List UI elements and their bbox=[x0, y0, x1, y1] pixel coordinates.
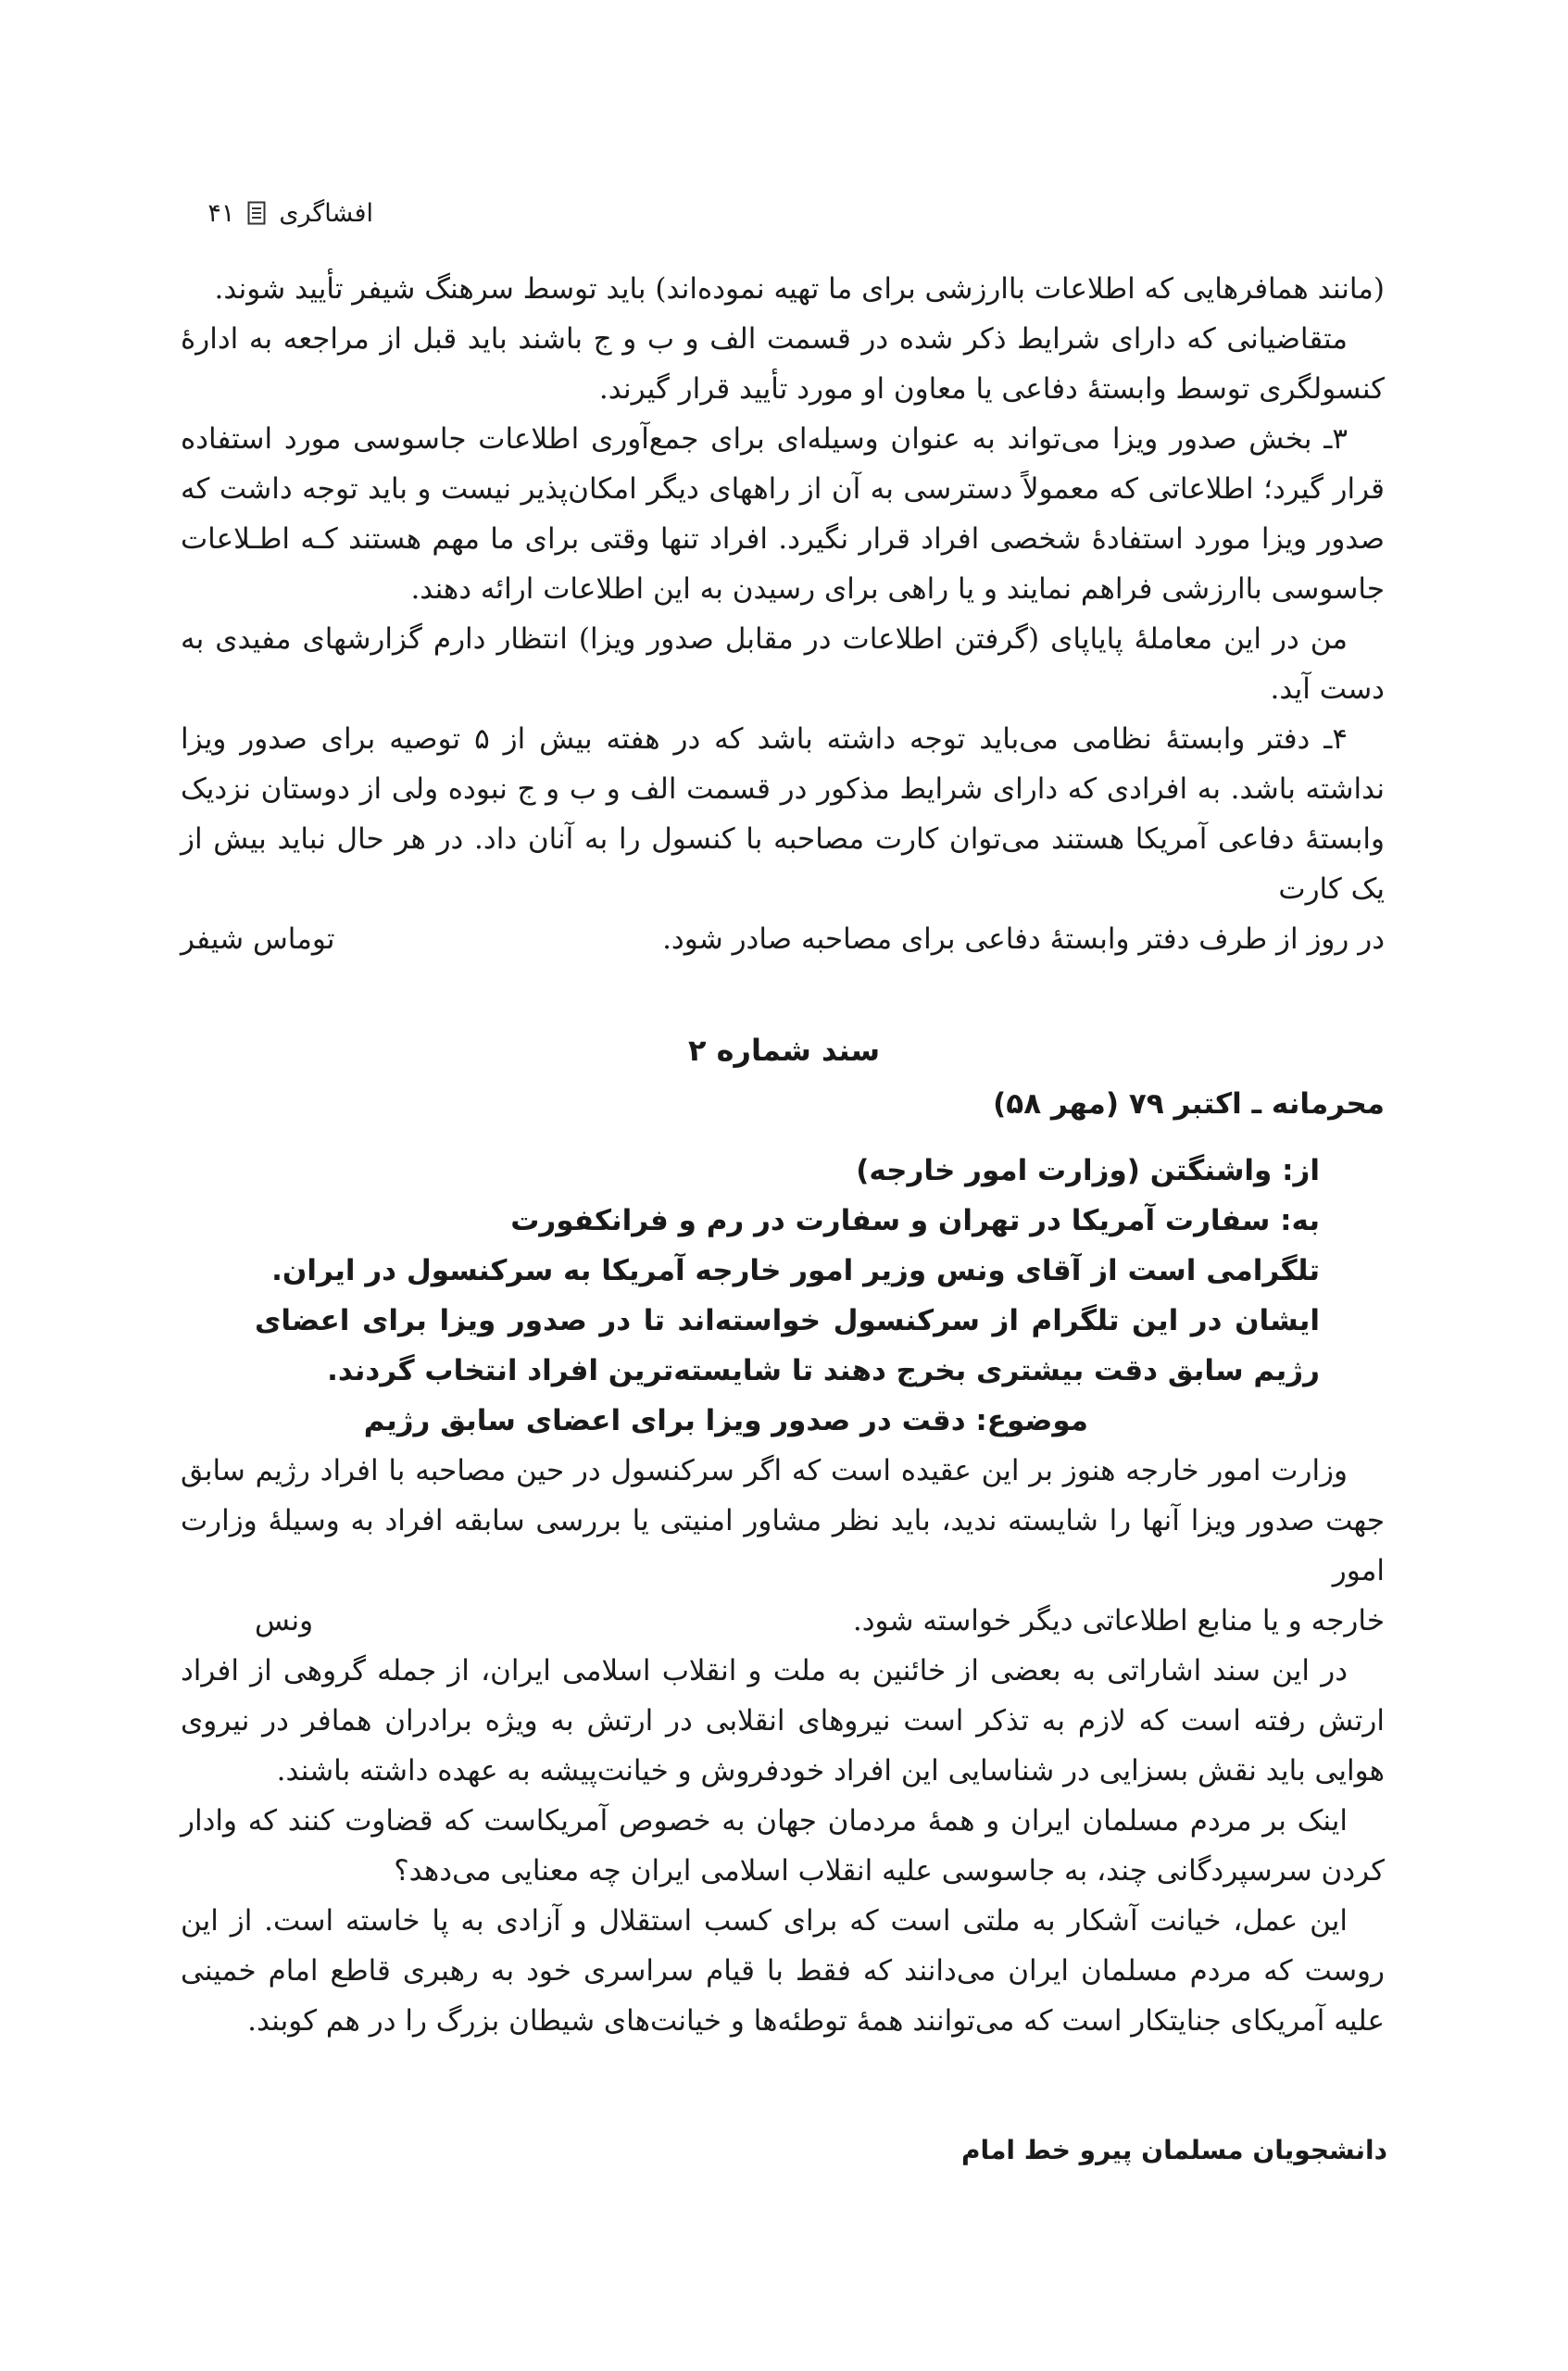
running-header bbox=[132, 190, 373, 236]
paragraph-item-4: ۴ـ دفتر وابستهٔ نظامی می‌باید توجه داشته باشد که در هفته بیش از ۵ توصیه برای صدور ویزا نداشته باشد. به افرادی که دارای شرایط مذکور در قسمت الف و ب و ج نبوده ولی از دوستان نزدیک وابستهٔ دفاعی آمریکا هستند می‌توان کارت مصاحبه با کنسول را به آنان داد. در هر حال نباید بیش از یک کارت bbox=[181, 722, 1385, 906]
from-line: از: واشنگتن (وزارت امور خارجه) bbox=[856, 1154, 1320, 1187]
paragraph-intro: (مانند همافرهایی که اطلاعات باارزشی برای ما تهیه نموده‌اند) باید توسط سرهنگ شیفر تأیید شوند. bbox=[214, 272, 1385, 306]
page-number: ۴۱ bbox=[207, 198, 235, 228]
paragraph-applicants: متقاضیانی که دارای شرایط ذکر شده در قسمت الف و ب و ج باشند باید قبل از مراجعه به ادارهٔ کنسولگری توسط وابستهٔ دفاعی یا معاون او مورد تأیید قرار گیرند. bbox=[181, 322, 1385, 406]
telegram-note-1: تلگرامی است از آقای ونس وزیر امور خارجه آمریکا به سرکنسول در ایران. bbox=[271, 1254, 1320, 1287]
subject-line: موضوع: دقت در صدور ویزا برای اعضای سابق رژیم bbox=[363, 1404, 1088, 1437]
signature-vance: ونس bbox=[255, 1604, 314, 1637]
signature-row-2 bbox=[181, 1596, 1385, 1646]
paragraph-item-4-last-line: در روز از طرف دفتر وابستهٔ دفاعی برای مصاحبه صادر شود. bbox=[662, 922, 1385, 956]
paragraph-exchange: من در این معاملهٔ پایاپای (گرفتن اطلاعات در مقابل صدور ویزا) انتظار دارم گزارشهای مفیدی به دست آید. bbox=[181, 622, 1385, 706]
closing-signature: دانشجویان مسلمان پیرو خط امام bbox=[961, 2135, 1387, 2165]
commentary-paragraph-1: در این سند اشاراتی به بعضی از خائنین به ملت و انقلاب اسلامی ایران، از جمله گروهی از افراد ارتش رفته است که لازم به تذکر است نیروهای انقلابی در ارتش به ویژه برادران همافر در نیروی هوایی باید نقش بسزایی در شناسایی این افراد خودفروش و خیانت‌پیشه به عهده داشته باشند. bbox=[181, 1654, 1385, 1788]
signature-schaefer: توماس شیفر bbox=[181, 922, 335, 956]
document-2-title: سند شماره ۲ bbox=[687, 1033, 881, 1068]
paragraph-ministry-last-line: خارجه و یا منابع اطلاعاتی دیگر خواسته شود. bbox=[852, 1604, 1385, 1637]
commentary-paragraph-3: این عمل، خیانت آشکار به ملتی است که برای کسب استقلال و آزادی به پا خاسته است. از این روست که مردم مسلمان ایران می‌دانند که فقط با قیام سراسری خود به رهبری قاطع امام خمینی علیه آمریکای جنایتکار است که می‌توانند همهٔ توطئه‌ها و خیانت‌های شیطان بزرگ را در هم کوبند. bbox=[181, 1904, 1385, 2038]
body-section-2 bbox=[181, 1079, 1385, 2046]
body-section-1 bbox=[181, 264, 1385, 964]
classification-line: محرمانه ـ اکتبر ۷۹ (مهر ۵۸) bbox=[993, 1087, 1385, 1121]
section-title: افشاگری bbox=[279, 198, 373, 228]
signature-row-1 bbox=[181, 914, 1385, 964]
telegram-note-2: ایشان در این تلگرام از سرکنسول خواسته‌اند تا در صدور ویزا برای اعضای رژیم سابق دقت بیشتری بخرج دهند تا شایسته‌ترین افراد انتخاب گردند. bbox=[255, 1304, 1320, 1387]
page-icon bbox=[247, 201, 266, 225]
paragraph-ministry: وزارت امور خارجه هنوز بر این عقیده است که اگر سرکنسول در حین مصاحبه با افراد رژیم سابق جهت صدور ویزا آنها را شایسته ندید، باید نظر مشاور امنیتی یا بررسی سابقه افراد به وسیلهٔ وزارت امور bbox=[181, 1454, 1385, 1587]
paragraph-item-3: ۳ـ بخش صدور ویزا می‌تواند به عنوان وسیله‌ای برای جمع‌آوری اطلاعات جاسوسی مورد استفاده قرار گیرد؛ اطلاعاتی که معمولاً دسترسی به آن از راههای دیگر امکان‌پذیر نیست و باید توجه داشت که صدور ویزا مورد استفادهٔ شخصی افراد قرار نگیرد. افراد تنها وقتی برای ما مهم هستند کـه اطـلاعات جاسوسی باارزشی فراهم نمایند و یا راهی برای رسیدن به این اطلاعات ارائه دهند. bbox=[181, 422, 1385, 606]
commentary-paragraph-2: اینک بر مردم مسلمان ایران و همهٔ مردمان جهان به خصوص آمریکاست که قضاوت کنند که وادار کردن سرسپردگانی چند، به جاسوسی علیه انقلاب اسلامی ایران چه معنایی می‌دهد؟ bbox=[181, 1804, 1385, 1888]
to-line: به: سفارت آمریکا در تهران و سفارت در رم و فرانکفورت bbox=[510, 1204, 1320, 1237]
